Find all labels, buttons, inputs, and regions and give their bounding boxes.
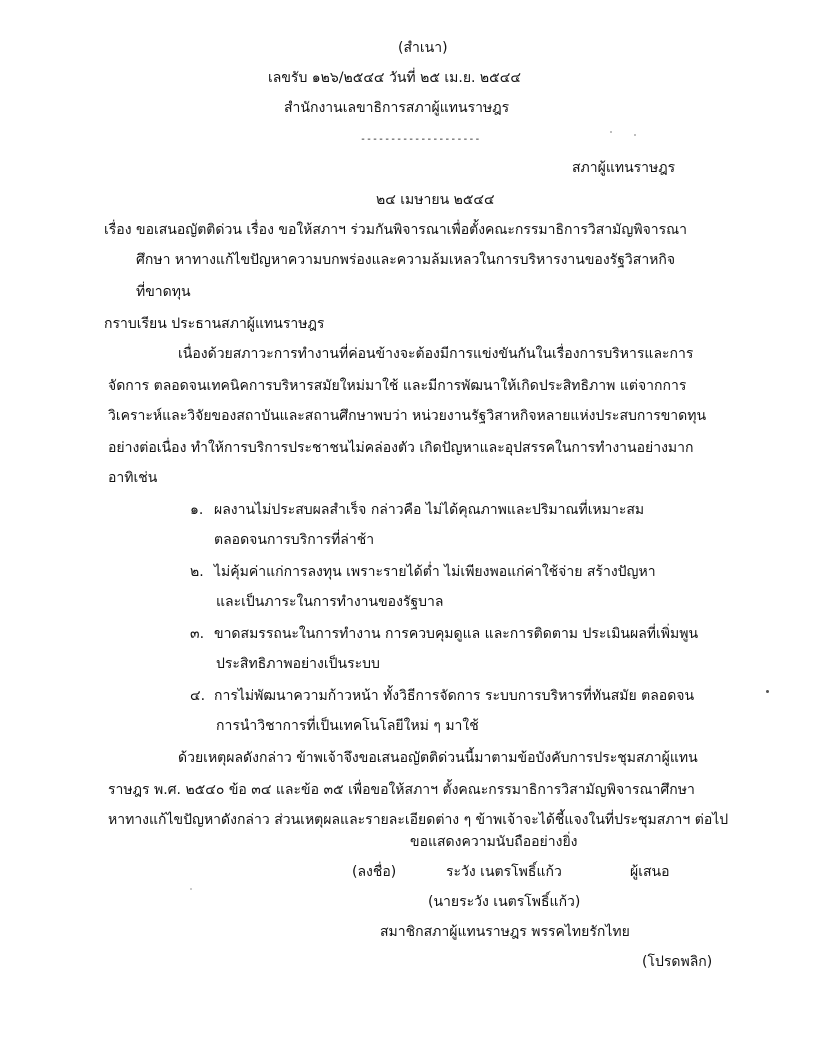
scan-speck <box>634 134 636 136</box>
scan-speck <box>610 131 612 133</box>
turn-over-note: (โปรดพลิก) <box>642 954 713 970</box>
item-2-line-2: และเป็นภาระในการทำงานของรัฐบาล <box>216 594 444 610</box>
item-1-line-1: ผลงานไม่ประสบผลสำเร็จ กล่าวคือ ไม่ได้คุณภาพและปริมาณที่เหมาะสม <box>214 502 645 518</box>
copy-mark: (สำเนา) <box>398 40 448 56</box>
subject-line-1: เรื่อง ขอเสนอญัตติด่วน เรื่อง ขอให้สภาฯ ร่วมกันพิจารณาเพื่อตั้งคณะกรรมาธิการวิสามัญพิจารณา <box>104 222 687 238</box>
item-4-line-2: การนำวิชาการที่เป็นเทคโนโลยีใหม่ ๆ มาใช้ <box>216 718 479 734</box>
intro-line-1: เนื่องด้วยสภาวะการทำงานที่ค่อนข้างจะต้องมีการแข่งขันกันในเรื่องการบริหารและการ <box>178 346 694 362</box>
scan-speck <box>766 690 769 693</box>
signed-name: ระวัง เนตรโพธิ์แก้ว <box>446 864 562 880</box>
subject-line-2: ศึกษา หาทางแก้ไขปัญหาความบกพร่องและความล้มเหลวในการบริหารงานของรัฐวิสาหกิจ <box>136 252 676 268</box>
intro-line-2: จัดการ ตลอดจนเทคนิคการบริหารสมัยใหม่มาใช้ และมีการพัฒนาให้เกิดประสิทธิภาพ แต่จากการ <box>108 378 687 394</box>
intro-line-3: วิเคราะห์และวิจัยของสถาบันและสถานศึกษาพบว่า หน่วยงานรัฐวิสาหกิจหลายแห่งประสบการขาดทุน <box>108 408 707 424</box>
item-2-number: ๒. <box>190 564 204 580</box>
signer-position: สมาชิกสภาผู้แทนราษฎร พรรคไทยรักไทย <box>380 924 630 940</box>
intro-line-5: อาทิเช่น <box>108 470 158 486</box>
office-name: สำนักงานเลขาธิการสภาผู้แทนราษฎร <box>284 100 510 116</box>
item-4-number: ๔. <box>190 688 206 704</box>
item-4-line-1: การไม่พัฒนาความก้าวหน้า ทั้งวิธีการจัดการ ระบบการบริหารที่ทันสมัย ตลอดจน <box>214 688 695 704</box>
salutation: กราบเรียน ประธานสภาผู้แทนราษฎร <box>104 316 325 332</box>
item-1-number: ๑. <box>190 502 204 518</box>
divider: -------------------- <box>360 134 481 145</box>
item-3-line-2: ประสิทธิภาพอย่างเป็นระบบ <box>216 656 380 672</box>
item-3-number: ๓. <box>190 626 205 642</box>
sender-house: สภาผู้แทนราษฎร <box>572 160 676 176</box>
conclusion-line-3: หาทางแก้ไขปัญหาดังกล่าว ส่วนเหตุผลและรายละเอียดต่าง ๆ ข้าพเจ้าจะได้ชี้แจงในที่ประชุมสภาฯ ต่อไป <box>108 812 729 828</box>
letter-date: ๒๔ เมษายน ๒๕๔๔ <box>376 192 495 208</box>
subject-line-3: ที่ขาดทุน <box>136 284 191 300</box>
item-3-line-1: ขาดสมรรถนะในการทำงาน การควบคุมดูแล และการติดตาม ประเมินผลที่เพิ่มพูน <box>214 626 699 642</box>
intro-line-4: อย่างต่อเนื่อง ทำให้การบริการประชาชนไม่คล่องตัว เกิดปัญหาและอุปสรรคในการทำงานอย่างมาก <box>108 440 694 456</box>
signature-label: (ลงชื่อ) <box>352 864 397 880</box>
closing-phrase: ขอแสดงความนับถืออย่างยิ่ง <box>410 834 578 850</box>
item-1-line-2: ตลอดจนการบริการที่ล่าช้า <box>214 532 375 548</box>
item-2-line-1: ไม่คุ้มค่าแก่การลงทุน เพราะรายได้ต่ำ ไม่เพียงพอแก่ค่าใช้จ่าย สร้างปัญหา <box>214 564 656 580</box>
conclusion-line-1: ด้วยเหตุผลดังกล่าว ข้าพเจ้าจึงขอเสนอญัตติด่วนนี้มาตามข้อบังคับการประชุมสภาผู้แทน <box>178 750 698 766</box>
signer-role: ผู้เสนอ <box>630 864 670 880</box>
printed-name: (นายระวัง เนตรโพธิ์แก้ว) <box>428 894 581 910</box>
scan-speck <box>190 888 192 890</box>
conclusion-line-2: ราษฎร พ.ศ. ๒๕๔๐ ข้อ ๓๔ และข้อ ๓๕ เพื่อขอให้สภาฯ ตั้งคณะกรรมาธิการวิสามัญพิจารณาศึกษา <box>108 782 695 798</box>
receipt-number: เลขรับ ๑๒๖/๒๕๔๔ วันที่ ๒๕ เม.ย. ๒๕๔๔ <box>268 70 521 86</box>
